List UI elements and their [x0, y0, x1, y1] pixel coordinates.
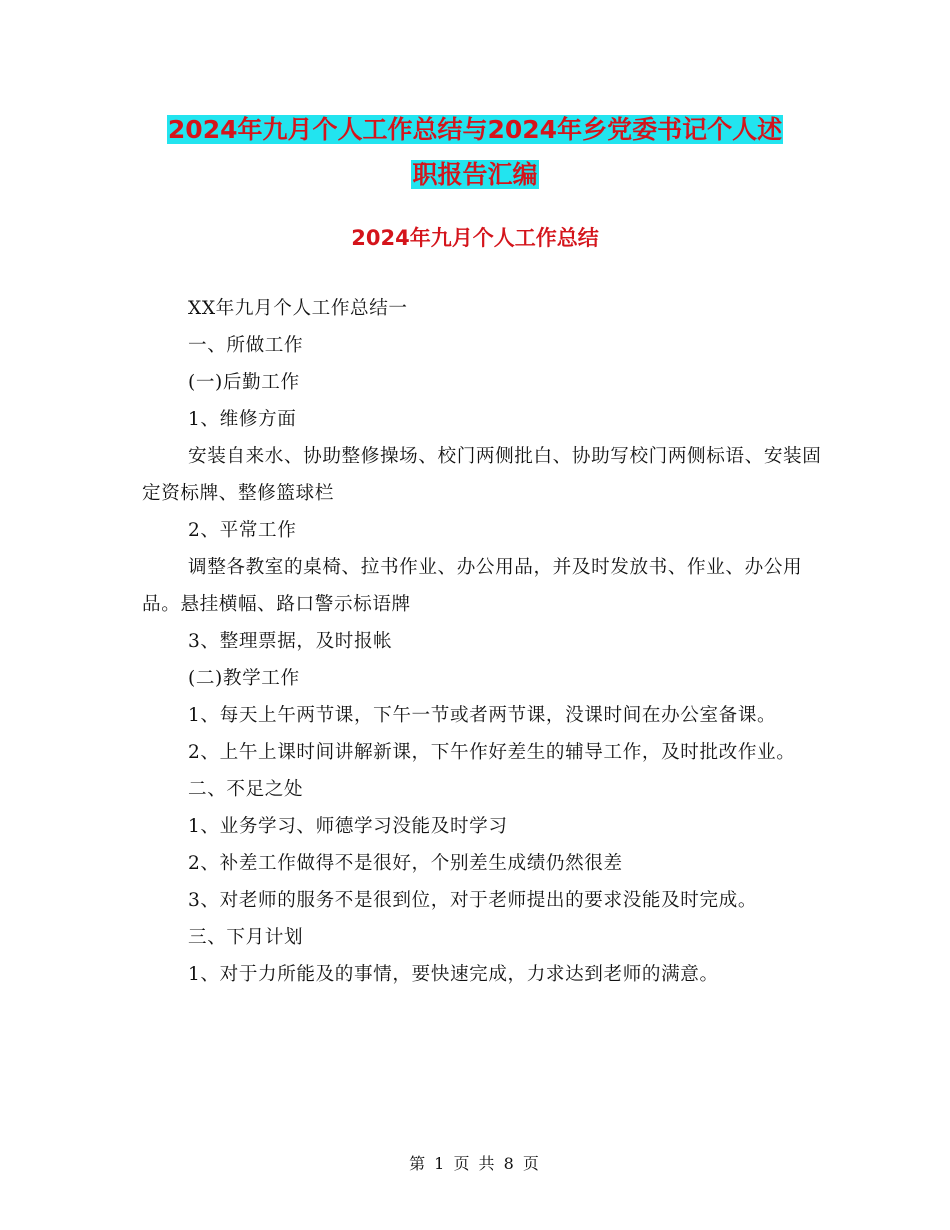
paragraph: 2、补差工作做得不是很好，个别差生成绩仍然很差 [188, 853, 623, 874]
paragraph: (一)后勤工作 [188, 372, 300, 393]
section-title: 2024年九月个人工作总结 [351, 226, 599, 250]
paragraph: 三、下月计划 [188, 927, 304, 948]
paragraph: 安装自来水、协助整修操场、校门两侧批白、协助写校门两侧标语、安装固定资标牌、整修篮球栏 [142, 446, 822, 504]
paragraph: 3、整理票据，及时报帐 [188, 631, 393, 652]
paragraph: 一、所做工作 [188, 335, 304, 356]
paragraph: 调整各教室的桌椅、拉书作业、办公用品，并及时发放书、作业、办公用品。悬挂横幅、路口警示标语牌 [142, 557, 803, 615]
paragraph: 1、每天上午两节课，下午一节或者两节课，没课时间在办公室备课。 [188, 705, 777, 726]
document-title-line-2 [0, 153, 950, 197]
title-highlight: 职报告汇编 [412, 160, 538, 189]
document-body [142, 290, 822, 993]
paragraph: 2、上午上课时间讲解新课，下午作好差生的辅导工作，及时批改作业。 [188, 742, 796, 763]
paragraph: 3、对老师的服务不是很到位，对于老师提出的要求没能及时完成。 [188, 890, 758, 911]
paragraph: 二、不足之处 [188, 779, 304, 800]
page-footer: 第 1 页 共 8 页 [409, 1154, 541, 1173]
paragraph: (二)教学工作 [188, 668, 300, 689]
document-title-line-1 [0, 108, 950, 152]
paragraph: 2、平常工作 [188, 520, 297, 541]
paragraph: 1、对于力所能及的事情，要快速完成，力求达到老师的满意。 [188, 964, 719, 985]
paragraph: 1、维修方面 [188, 409, 297, 430]
paragraph: XX年九月个人工作总结一 [188, 298, 408, 319]
title-highlight: 2024年九月个人工作总结与2024年乡党委书记个人述 [167, 115, 783, 144]
paragraph: 1、业务学习、师德学习没能及时学习 [188, 816, 508, 837]
